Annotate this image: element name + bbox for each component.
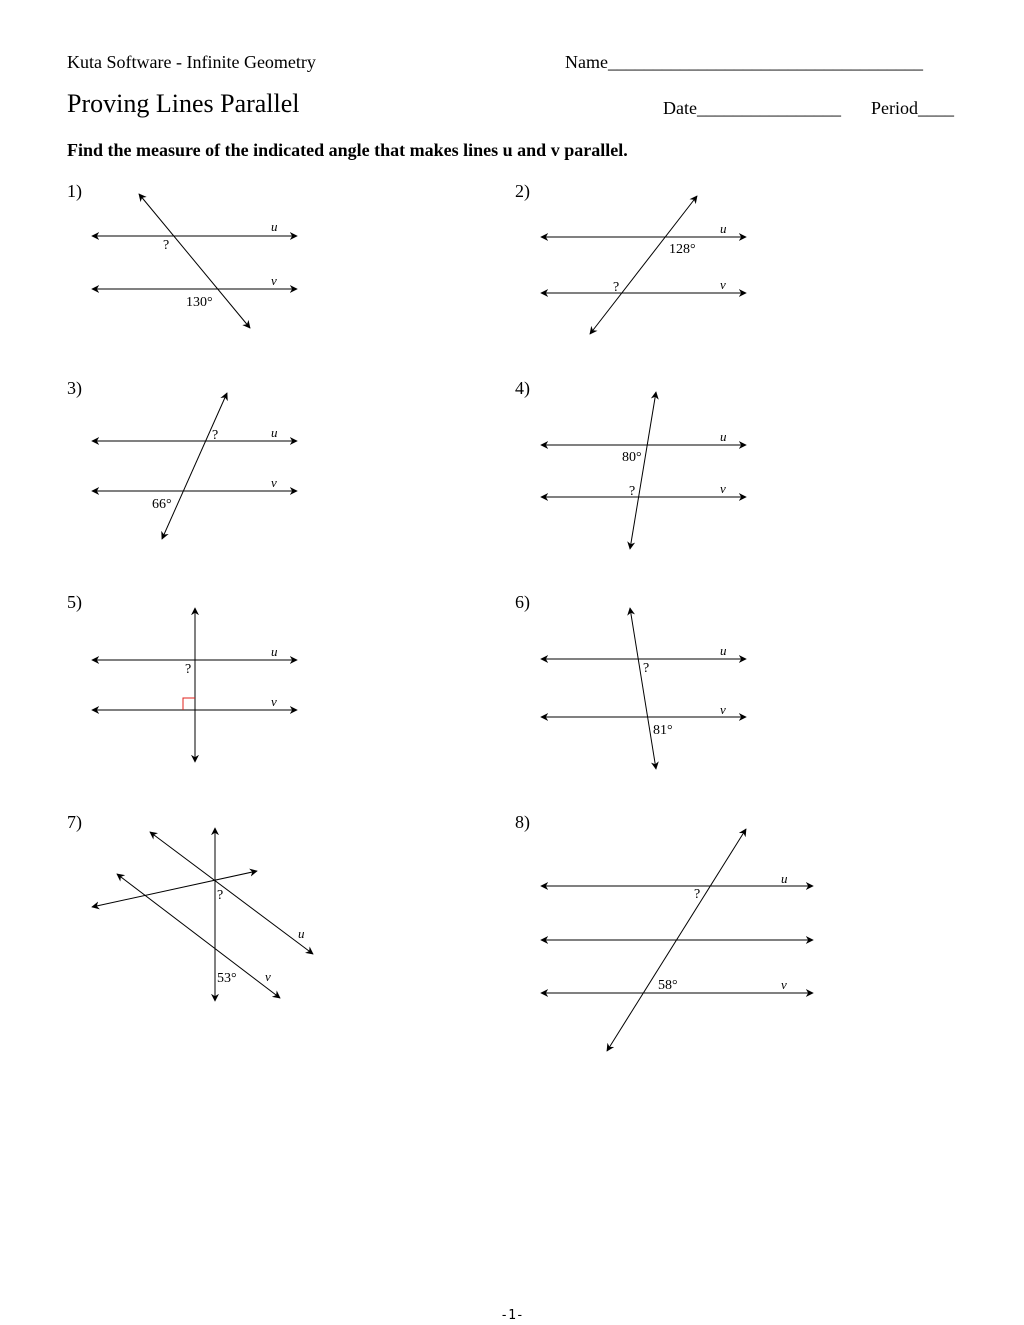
problem-1-number: 1) (67, 181, 82, 201)
p7-v-label: v (265, 969, 271, 984)
p2-transversal (590, 196, 697, 334)
page-number: -1- (500, 1308, 524, 1323)
p3-u-label: u (271, 425, 278, 440)
p7-given-angle: 53° (217, 971, 237, 986)
problem-3-number: 3) (67, 378, 82, 398)
p8-u-label: u (781, 871, 788, 886)
p2-u-label: u (720, 221, 727, 236)
p5-right-angle-marker (183, 698, 195, 710)
p7-line-v (117, 874, 280, 998)
p7-unknown-angle: ? (217, 888, 224, 903)
instructions: Find the measure of the indicated angle that makes lines u and v parallel. (67, 140, 628, 160)
p1-u-label: u (271, 219, 278, 234)
p5-u-label: u (271, 644, 278, 659)
problem-5-number: 5) (67, 592, 82, 612)
p6-unknown-angle: ? (643, 661, 650, 676)
p8-v-label: v (781, 977, 787, 992)
p6-transversal (630, 608, 656, 769)
p4-v-label: v (720, 481, 726, 496)
p6-v-label: v (720, 702, 726, 717)
p4-u-label: u (720, 429, 727, 444)
p4-transversal (630, 392, 656, 549)
p6-given-angle: 81° (653, 723, 673, 738)
p3-v-label: v (271, 475, 277, 490)
p5-unknown-angle: ? (185, 662, 192, 677)
problem-2-number: 2) (515, 181, 530, 201)
p6-u-label: u (720, 643, 727, 658)
p1-given-angle: 130° (186, 295, 213, 310)
p1-unknown-angle: ? (163, 238, 170, 253)
publisher-label: Kuta Software - Infinite Geometry (67, 52, 316, 72)
p5-v-label: v (271, 694, 277, 709)
problem-7-number: 7) (67, 812, 82, 832)
p2-unknown-angle: ? (613, 280, 620, 295)
date-field[interactable]: Date________________ (663, 98, 841, 118)
p7-line-u (150, 832, 313, 954)
p2-given-angle: 128° (669, 242, 696, 257)
p2-v-label: v (720, 277, 726, 292)
problem-8-number: 8) (515, 812, 530, 832)
problem-4-number: 4) (515, 378, 530, 398)
p3-transversal (162, 393, 227, 539)
problem-6-number: 6) (515, 592, 530, 612)
period-field[interactable]: Period____ (871, 98, 954, 118)
name-field[interactable]: Name___________________________________ (565, 52, 923, 72)
p7-u-label: u (298, 926, 305, 941)
p3-unknown-angle: ? (212, 428, 219, 443)
p1-v-label: v (271, 273, 277, 288)
p4-given-angle: 80° (622, 450, 642, 465)
p3-given-angle: 66° (152, 497, 172, 512)
p7-slanted-transversal (92, 871, 257, 907)
p8-given-angle: 58° (658, 978, 678, 993)
worksheet-title: Proving Lines Parallel (67, 89, 300, 118)
p8-unknown-angle: ? (694, 887, 701, 902)
p4-unknown-angle: ? (629, 484, 636, 499)
